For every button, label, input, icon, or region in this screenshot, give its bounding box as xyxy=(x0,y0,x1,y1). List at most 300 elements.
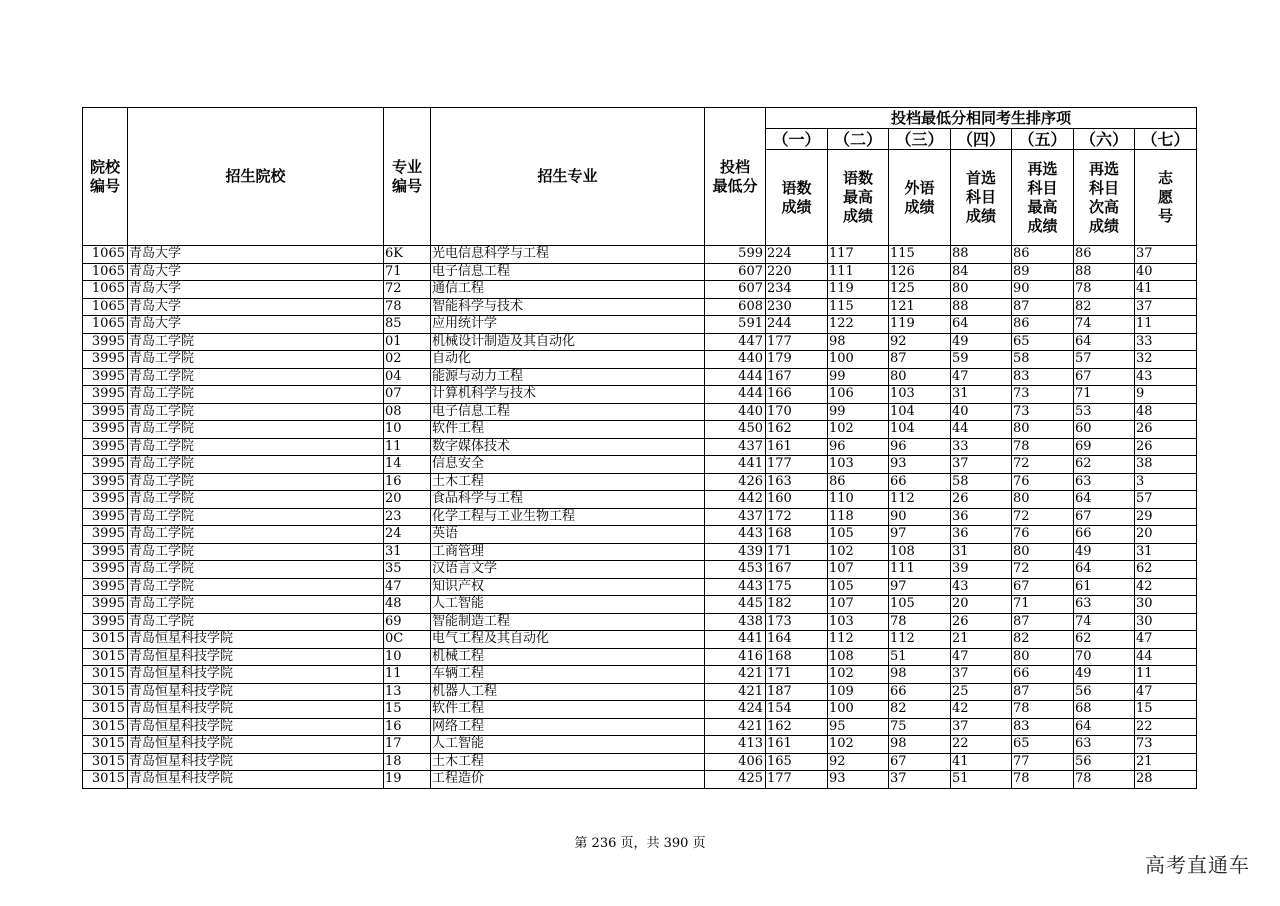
cell-school-code: 3995 xyxy=(83,543,128,561)
cell-min-score: 421 xyxy=(705,718,766,736)
cell-min-score: 406 xyxy=(705,753,766,771)
cell-tiebreak-1: 166 xyxy=(766,386,828,404)
table-row xyxy=(83,631,1197,649)
cell-min-score: 437 xyxy=(705,438,766,456)
cell-tiebreak-6: 70 xyxy=(1074,648,1135,666)
cell-major-code: 31 xyxy=(384,543,431,561)
cell-major-code: 19 xyxy=(384,771,431,789)
cell-tiebreak-5: 76 xyxy=(1012,473,1074,491)
cell-tiebreak-5: 73 xyxy=(1012,386,1074,404)
cell-tiebreak-6: 86 xyxy=(1074,246,1135,264)
cell-major-name: 网络工程 xyxy=(431,718,705,736)
cell-tiebreak-3: 126 xyxy=(889,263,951,281)
cell-tiebreak-7: 38 xyxy=(1135,456,1197,474)
cell-tiebreak-2: 92 xyxy=(828,753,889,771)
cell-tiebreak-7: 47 xyxy=(1135,631,1197,649)
cell-tiebreak-3: 115 xyxy=(889,246,951,264)
cell-major-name: 软件工程 xyxy=(431,701,705,719)
cell-min-score: 421 xyxy=(705,683,766,701)
cell-tiebreak-5: 58 xyxy=(1012,351,1074,369)
cell-major-code: 78 xyxy=(384,298,431,316)
cell-min-score: 608 xyxy=(705,298,766,316)
cell-tiebreak-6: 57 xyxy=(1074,351,1135,369)
header-tiebreak-title: 投档最低分相同考生排序项 xyxy=(766,108,1197,129)
cell-tiebreak-1: 179 xyxy=(766,351,828,369)
cell-tiebreak-5: 66 xyxy=(1012,666,1074,684)
cell-tiebreak-7: 42 xyxy=(1135,578,1197,596)
cell-major-code: 11 xyxy=(384,666,431,684)
cell-school-code: 3995 xyxy=(83,351,128,369)
cell-tiebreak-1: 177 xyxy=(766,333,828,351)
cell-min-score: 425 xyxy=(705,771,766,789)
cell-tiebreak-2: 117 xyxy=(828,246,889,264)
cell-major-name: 英语 xyxy=(431,526,705,544)
cell-tiebreak-5: 77 xyxy=(1012,753,1074,771)
cell-tiebreak-6: 71 xyxy=(1074,386,1135,404)
cell-school-code: 3995 xyxy=(83,508,128,526)
cell-school-code: 3995 xyxy=(83,403,128,421)
cell-school-name: 青岛工学院 xyxy=(128,351,384,369)
cell-tiebreak-4: 39 xyxy=(951,561,1012,579)
cell-tiebreak-3: 51 xyxy=(889,648,951,666)
cell-tiebreak-1: 165 xyxy=(766,753,828,771)
cell-tiebreak-4: 88 xyxy=(951,298,1012,316)
header-tiebreak-index: （一） xyxy=(766,129,828,150)
cell-school-code: 3995 xyxy=(83,526,128,544)
cell-tiebreak-3: 103 xyxy=(889,386,951,404)
cell-tiebreak-1: 187 xyxy=(766,683,828,701)
cell-tiebreak-6: 66 xyxy=(1074,526,1135,544)
cell-tiebreak-3: 37 xyxy=(889,771,951,789)
cell-school-name: 青岛工学院 xyxy=(128,386,384,404)
cell-major-name: 机械工程 xyxy=(431,648,705,666)
cell-min-score: 416 xyxy=(705,648,766,666)
header-school-name: 招生院校 xyxy=(128,108,384,246)
cell-min-score: 413 xyxy=(705,736,766,754)
cell-major-code: 14 xyxy=(384,456,431,474)
table-row xyxy=(83,526,1197,544)
table-row xyxy=(83,736,1197,754)
cell-tiebreak-2: 109 xyxy=(828,683,889,701)
cell-school-code: 3995 xyxy=(83,456,128,474)
cell-tiebreak-7: 3 xyxy=(1135,473,1197,491)
cell-tiebreak-3: 112 xyxy=(889,491,951,509)
cell-tiebreak-1: 154 xyxy=(766,701,828,719)
cell-school-code: 3995 xyxy=(83,491,128,509)
cell-tiebreak-5: 82 xyxy=(1012,631,1074,649)
cell-school-name: 青岛工学院 xyxy=(128,526,384,544)
cell-tiebreak-2: 103 xyxy=(828,613,889,631)
cell-major-code: 15 xyxy=(384,701,431,719)
cell-tiebreak-1: 230 xyxy=(766,298,828,316)
cell-major-name: 机器人工程 xyxy=(431,683,705,701)
cell-tiebreak-4: 51 xyxy=(951,771,1012,789)
cell-major-code: 10 xyxy=(384,648,431,666)
cell-school-name: 青岛恒星科技学院 xyxy=(128,701,384,719)
cell-major-name: 计算机科学与技术 xyxy=(431,386,705,404)
cell-major-code: 23 xyxy=(384,508,431,526)
cell-tiebreak-1: 177 xyxy=(766,771,828,789)
cell-major-name: 车辆工程 xyxy=(431,666,705,684)
cell-tiebreak-5: 87 xyxy=(1012,683,1074,701)
cell-tiebreak-2: 106 xyxy=(828,386,889,404)
header-tiebreak-label: 志 愿 号 xyxy=(1135,150,1197,246)
cell-major-code: 18 xyxy=(384,753,431,771)
cell-min-score: 453 xyxy=(705,561,766,579)
cell-major-name: 汉语言文学 xyxy=(431,561,705,579)
cell-major-code: 08 xyxy=(384,403,431,421)
cell-tiebreak-3: 104 xyxy=(889,421,951,439)
cell-min-score: 447 xyxy=(705,333,766,351)
cell-tiebreak-5: 86 xyxy=(1012,316,1074,334)
cell-tiebreak-6: 67 xyxy=(1074,368,1135,386)
cell-tiebreak-1: 162 xyxy=(766,718,828,736)
cell-tiebreak-4: 37 xyxy=(951,666,1012,684)
cell-tiebreak-4: 42 xyxy=(951,701,1012,719)
table-row xyxy=(83,421,1197,439)
cell-tiebreak-5: 90 xyxy=(1012,281,1074,299)
cell-school-code: 3995 xyxy=(83,473,128,491)
cell-tiebreak-1: 182 xyxy=(766,596,828,614)
cell-major-code: 16 xyxy=(384,473,431,491)
cell-tiebreak-7: 11 xyxy=(1135,316,1197,334)
header-tiebreak-index: （七） xyxy=(1135,129,1197,150)
cell-tiebreak-4: 44 xyxy=(951,421,1012,439)
cell-tiebreak-4: 84 xyxy=(951,263,1012,281)
cell-major-name: 电子信息工程 xyxy=(431,263,705,281)
cell-tiebreak-2: 118 xyxy=(828,508,889,526)
cell-tiebreak-4: 64 xyxy=(951,316,1012,334)
cell-tiebreak-5: 80 xyxy=(1012,648,1074,666)
cell-major-name: 食品科学与工程 xyxy=(431,491,705,509)
cell-school-code: 1065 xyxy=(83,281,128,299)
cell-tiebreak-5: 71 xyxy=(1012,596,1074,614)
cell-min-score: 607 xyxy=(705,281,766,299)
cell-min-score: 443 xyxy=(705,526,766,544)
cell-tiebreak-1: 171 xyxy=(766,666,828,684)
cell-tiebreak-2: 112 xyxy=(828,631,889,649)
cell-tiebreak-5: 86 xyxy=(1012,246,1074,264)
cell-school-code: 1065 xyxy=(83,246,128,264)
cell-school-code: 3995 xyxy=(83,386,128,404)
cell-min-score: 426 xyxy=(705,473,766,491)
cell-major-name: 数字媒体技术 xyxy=(431,438,705,456)
cell-tiebreak-6: 68 xyxy=(1074,701,1135,719)
cell-major-code: 69 xyxy=(384,613,431,631)
cell-major-name: 软件工程 xyxy=(431,421,705,439)
cell-min-score: 439 xyxy=(705,543,766,561)
cell-tiebreak-5: 65 xyxy=(1012,736,1074,754)
cell-school-code: 3015 xyxy=(83,666,128,684)
cell-major-name: 化学工程与工业生物工程 xyxy=(431,508,705,526)
cell-tiebreak-4: 33 xyxy=(951,438,1012,456)
cell-tiebreak-4: 26 xyxy=(951,491,1012,509)
cell-tiebreak-6: 49 xyxy=(1074,666,1135,684)
cell-tiebreak-3: 119 xyxy=(889,316,951,334)
cell-major-name: 电子信息工程 xyxy=(431,403,705,421)
cell-tiebreak-3: 66 xyxy=(889,473,951,491)
table-row xyxy=(83,333,1197,351)
cell-tiebreak-4: 21 xyxy=(951,631,1012,649)
cell-tiebreak-6: 74 xyxy=(1074,316,1135,334)
cell-tiebreak-3: 78 xyxy=(889,613,951,631)
cell-tiebreak-3: 80 xyxy=(889,368,951,386)
cell-major-name: 通信工程 xyxy=(431,281,705,299)
cell-major-name: 工商管理 xyxy=(431,543,705,561)
cell-tiebreak-3: 92 xyxy=(889,333,951,351)
table-row xyxy=(83,701,1197,719)
cell-tiebreak-7: 32 xyxy=(1135,351,1197,369)
cell-tiebreak-6: 74 xyxy=(1074,613,1135,631)
cell-tiebreak-6: 62 xyxy=(1074,456,1135,474)
cell-tiebreak-2: 99 xyxy=(828,403,889,421)
cell-tiebreak-6: 49 xyxy=(1074,543,1135,561)
cell-tiebreak-2: 105 xyxy=(828,526,889,544)
cell-tiebreak-6: 64 xyxy=(1074,491,1135,509)
cell-tiebreak-3: 97 xyxy=(889,526,951,544)
cell-tiebreak-2: 102 xyxy=(828,543,889,561)
cell-school-name: 青岛工学院 xyxy=(128,543,384,561)
cell-school-code: 3015 xyxy=(83,736,128,754)
cell-tiebreak-2: 102 xyxy=(828,666,889,684)
admission-score-table xyxy=(82,107,1197,789)
cell-major-name: 电气工程及其自动化 xyxy=(431,631,705,649)
cell-tiebreak-7: 9 xyxy=(1135,386,1197,404)
cell-tiebreak-2: 102 xyxy=(828,421,889,439)
cell-school-name: 青岛工学院 xyxy=(128,368,384,386)
cell-tiebreak-7: 47 xyxy=(1135,683,1197,701)
cell-min-score: 444 xyxy=(705,386,766,404)
cell-tiebreak-6: 56 xyxy=(1074,753,1135,771)
cell-major-code: 71 xyxy=(384,263,431,281)
cell-tiebreak-4: 20 xyxy=(951,596,1012,614)
cell-tiebreak-3: 105 xyxy=(889,596,951,614)
cell-school-code: 1065 xyxy=(83,316,128,334)
cell-school-code: 3015 xyxy=(83,683,128,701)
cell-tiebreak-3: 97 xyxy=(889,578,951,596)
cell-tiebreak-4: 40 xyxy=(951,403,1012,421)
cell-tiebreak-7: 62 xyxy=(1135,561,1197,579)
cell-tiebreak-7: 43 xyxy=(1135,368,1197,386)
cell-tiebreak-4: 26 xyxy=(951,613,1012,631)
table-row xyxy=(83,351,1197,369)
cell-tiebreak-3: 112 xyxy=(889,631,951,649)
cell-school-name: 青岛工学院 xyxy=(128,473,384,491)
cell-tiebreak-4: 41 xyxy=(951,753,1012,771)
cell-tiebreak-5: 65 xyxy=(1012,333,1074,351)
cell-tiebreak-3: 98 xyxy=(889,666,951,684)
cell-school-name: 青岛恒星科技学院 xyxy=(128,683,384,701)
cell-tiebreak-3: 66 xyxy=(889,683,951,701)
cell-major-name: 信息安全 xyxy=(431,456,705,474)
cell-school-code: 3995 xyxy=(83,578,128,596)
cell-major-name: 土木工程 xyxy=(431,473,705,491)
cell-tiebreak-6: 62 xyxy=(1074,631,1135,649)
cell-tiebreak-2: 115 xyxy=(828,298,889,316)
cell-tiebreak-6: 64 xyxy=(1074,561,1135,579)
table-row xyxy=(83,578,1197,596)
cell-min-score: 440 xyxy=(705,351,766,369)
cell-tiebreak-2: 96 xyxy=(828,438,889,456)
cell-tiebreak-3: 75 xyxy=(889,718,951,736)
cell-tiebreak-2: 93 xyxy=(828,771,889,789)
cell-tiebreak-4: 80 xyxy=(951,281,1012,299)
cell-tiebreak-6: 64 xyxy=(1074,333,1135,351)
cell-tiebreak-3: 82 xyxy=(889,701,951,719)
cell-tiebreak-5: 78 xyxy=(1012,701,1074,719)
cell-tiebreak-6: 69 xyxy=(1074,438,1135,456)
cell-tiebreak-5: 83 xyxy=(1012,368,1074,386)
cell-school-code: 3015 xyxy=(83,631,128,649)
cell-tiebreak-7: 26 xyxy=(1135,421,1197,439)
cell-tiebreak-3: 96 xyxy=(889,438,951,456)
cell-tiebreak-1: 244 xyxy=(766,316,828,334)
cell-major-name: 自动化 xyxy=(431,351,705,369)
cell-tiebreak-3: 98 xyxy=(889,736,951,754)
table-row xyxy=(83,666,1197,684)
cell-tiebreak-2: 98 xyxy=(828,333,889,351)
cell-major-name: 智能科学与技术 xyxy=(431,298,705,316)
header-tiebreak-label: 再选 科目 最高 成绩 xyxy=(1012,150,1074,246)
cell-tiebreak-2: 99 xyxy=(828,368,889,386)
cell-tiebreak-1: 172 xyxy=(766,508,828,526)
cell-school-name: 青岛恒星科技学院 xyxy=(128,753,384,771)
table-row xyxy=(83,718,1197,736)
header-tiebreak-label: 外语 成绩 xyxy=(889,150,951,246)
cell-tiebreak-1: 162 xyxy=(766,421,828,439)
cell-major-name: 人工智能 xyxy=(431,596,705,614)
cell-tiebreak-5: 80 xyxy=(1012,543,1074,561)
page-number: 第 236 页，共 390 页 xyxy=(574,836,706,851)
cell-tiebreak-7: 40 xyxy=(1135,263,1197,281)
cell-tiebreak-4: 47 xyxy=(951,368,1012,386)
cell-school-name: 青岛工学院 xyxy=(128,596,384,614)
cell-school-name: 青岛大学 xyxy=(128,263,384,281)
cell-tiebreak-2: 119 xyxy=(828,281,889,299)
cell-tiebreak-3: 125 xyxy=(889,281,951,299)
cell-tiebreak-1: 175 xyxy=(766,578,828,596)
cell-tiebreak-1: 220 xyxy=(766,263,828,281)
header-tiebreak-label: 首选 科目 成绩 xyxy=(951,150,1012,246)
cell-major-code: 0C xyxy=(384,631,431,649)
table-row xyxy=(83,561,1197,579)
table-row xyxy=(83,596,1197,614)
cell-tiebreak-7: 26 xyxy=(1135,438,1197,456)
cell-school-name: 青岛工学院 xyxy=(128,438,384,456)
cell-tiebreak-6: 63 xyxy=(1074,473,1135,491)
cell-school-name: 青岛恒星科技学院 xyxy=(128,666,384,684)
cell-school-code: 1065 xyxy=(83,298,128,316)
cell-major-name: 土木工程 xyxy=(431,753,705,771)
header-tiebreak-index: （三） xyxy=(889,129,951,150)
cell-tiebreak-2: 122 xyxy=(828,316,889,334)
cell-tiebreak-2: 107 xyxy=(828,561,889,579)
cell-major-code: 35 xyxy=(384,561,431,579)
cell-tiebreak-3: 121 xyxy=(889,298,951,316)
cell-tiebreak-7: 30 xyxy=(1135,613,1197,631)
cell-min-score: 437 xyxy=(705,508,766,526)
cell-tiebreak-2: 100 xyxy=(828,701,889,719)
table-row xyxy=(83,491,1197,509)
cell-min-score: 441 xyxy=(705,456,766,474)
cell-school-code: 3995 xyxy=(83,421,128,439)
cell-major-name: 智能制造工程 xyxy=(431,613,705,631)
cell-school-code: 3995 xyxy=(83,438,128,456)
cell-school-name: 青岛大学 xyxy=(128,316,384,334)
cell-tiebreak-1: 167 xyxy=(766,561,828,579)
cell-tiebreak-1: 167 xyxy=(766,368,828,386)
cell-tiebreak-7: 15 xyxy=(1135,701,1197,719)
cell-school-code: 3995 xyxy=(83,368,128,386)
table-row xyxy=(83,281,1197,299)
cell-school-code: 3015 xyxy=(83,771,128,789)
table-row xyxy=(83,298,1197,316)
table-row xyxy=(83,473,1197,491)
cell-school-code: 3995 xyxy=(83,561,128,579)
cell-school-name: 青岛大学 xyxy=(128,281,384,299)
cell-tiebreak-7: 30 xyxy=(1135,596,1197,614)
cell-tiebreak-7: 31 xyxy=(1135,543,1197,561)
cell-major-code: 24 xyxy=(384,526,431,544)
cell-major-code: 01 xyxy=(384,333,431,351)
cell-tiebreak-6: 63 xyxy=(1074,736,1135,754)
cell-major-code: 47 xyxy=(384,578,431,596)
cell-major-code: 85 xyxy=(384,316,431,334)
cell-school-code: 3015 xyxy=(83,648,128,666)
cell-tiebreak-1: 224 xyxy=(766,246,828,264)
header-major-name: 招生专业 xyxy=(431,108,705,246)
cell-tiebreak-6: 63 xyxy=(1074,596,1135,614)
cell-tiebreak-1: 171 xyxy=(766,543,828,561)
table-row xyxy=(83,438,1197,456)
cell-tiebreak-5: 83 xyxy=(1012,718,1074,736)
cell-tiebreak-2: 86 xyxy=(828,473,889,491)
cell-school-name: 青岛工学院 xyxy=(128,508,384,526)
cell-tiebreak-7: 22 xyxy=(1135,718,1197,736)
cell-school-name: 青岛工学院 xyxy=(128,491,384,509)
cell-tiebreak-7: 37 xyxy=(1135,298,1197,316)
cell-tiebreak-5: 76 xyxy=(1012,526,1074,544)
cell-tiebreak-1: 163 xyxy=(766,473,828,491)
cell-tiebreak-5: 87 xyxy=(1012,298,1074,316)
cell-school-code: 3015 xyxy=(83,718,128,736)
cell-tiebreak-6: 60 xyxy=(1074,421,1135,439)
table-row xyxy=(83,263,1197,281)
cell-major-code: 13 xyxy=(384,683,431,701)
cell-tiebreak-6: 61 xyxy=(1074,578,1135,596)
cell-tiebreak-5: 78 xyxy=(1012,771,1074,789)
cell-tiebreak-1: 168 xyxy=(766,648,828,666)
cell-major-code: 72 xyxy=(384,281,431,299)
cell-school-name: 青岛工学院 xyxy=(128,333,384,351)
header-tiebreak-index: （二） xyxy=(828,129,889,150)
table-row xyxy=(83,316,1197,334)
cell-tiebreak-7: 41 xyxy=(1135,281,1197,299)
cell-tiebreak-2: 95 xyxy=(828,718,889,736)
cell-tiebreak-7: 20 xyxy=(1135,526,1197,544)
table-row xyxy=(83,753,1197,771)
cell-tiebreak-4: 58 xyxy=(951,473,1012,491)
table-header xyxy=(83,108,1197,246)
header-school-code: 院校 编号 xyxy=(83,108,128,246)
cell-tiebreak-7: 21 xyxy=(1135,753,1197,771)
cell-min-score: 438 xyxy=(705,613,766,631)
cell-tiebreak-5: 72 xyxy=(1012,456,1074,474)
cell-min-score: 441 xyxy=(705,631,766,649)
cell-tiebreak-1: 161 xyxy=(766,438,828,456)
cell-school-code: 1065 xyxy=(83,263,128,281)
cell-major-name: 机械设计制造及其自动化 xyxy=(431,333,705,351)
